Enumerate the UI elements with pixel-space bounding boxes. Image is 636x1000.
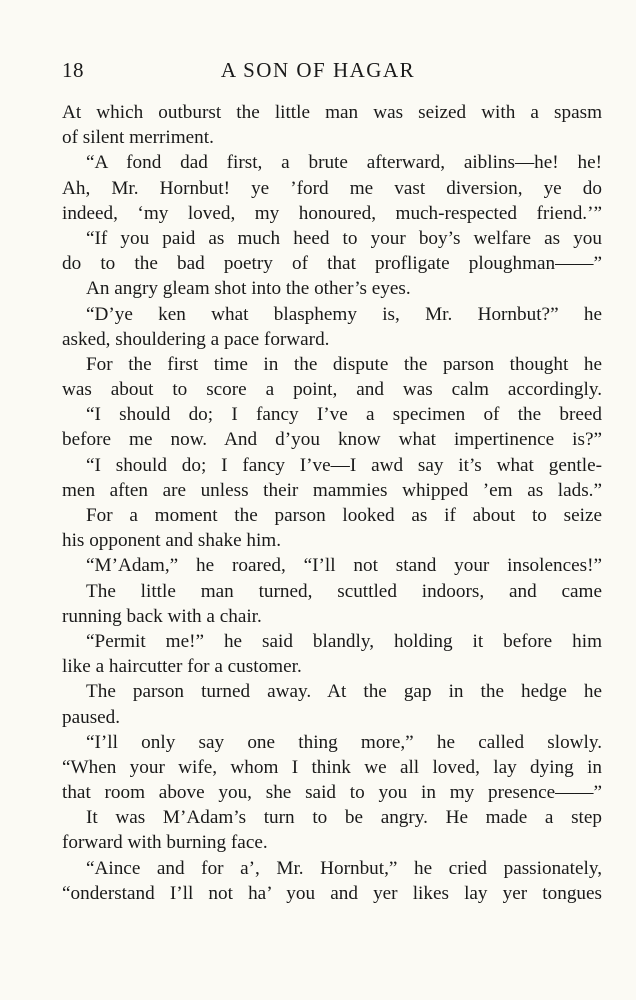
text-line: “D’ye ken what blasphemy is, Mr. Hornbut?” he <box>86 303 602 325</box>
text-line: “If you paid as much heed to your boy’s welfare as you <box>86 227 602 249</box>
body-text <box>62 100 602 906</box>
text-line: of silent merriment. <box>62 127 214 149</box>
running-head: A SON OF HAGAR <box>220 58 416 82</box>
text-line: “M’Adam,” he roared, “I’ll not stand your insolences!” <box>86 555 602 577</box>
text-line: “I should do; I fancy I’ve a specimen of the breed <box>86 404 602 426</box>
text-line: The parson turned away. At the gap in the hedge he <box>86 681 602 703</box>
text-line: men aften are unless their mammies whipped ’em as lads.” <box>62 479 602 501</box>
text-line: forward with burning face. <box>62 832 268 854</box>
text-line: For a moment the parson looked as if about to seize <box>86 505 602 526</box>
text-line: “A fond dad first, a brute afterward, aiblins—he! he! <box>86 152 602 174</box>
text-line: “When your wife, whom I think we all loved, lay dying in <box>62 756 602 778</box>
text-line: “Aince and for a’, Mr. Hornbut,” he cried passionately, <box>86 857 602 879</box>
text-line: indeed, ‘my loved, my honoured, much-respected friend.’” <box>62 202 602 224</box>
text-line: At which outburst the little man was seized with a spasm <box>62 102 602 123</box>
page-header <box>0 58 636 88</box>
text-line: his opponent and shake him. <box>62 530 282 552</box>
text-line: was about to score a point, and was calm accordingly. <box>62 379 602 401</box>
text-line: “I’ll only say one thing more,” he called slowly. <box>86 731 602 753</box>
text-line: running back with a chair. <box>62 605 262 627</box>
text-line: “I should do; I fancy I’ve—I awd say it’s what gentle- <box>86 454 602 476</box>
text-line: asked, shouldering a pace forward. <box>62 328 330 350</box>
page-number: 18 <box>62 58 84 82</box>
text-line: The little man turned, scuttled indoors, and came <box>86 580 602 602</box>
text-line: An angry gleam shot into the other’s eyes. <box>86 278 411 300</box>
text-line: For the first time in the dispute the parson thought he <box>86 353 602 375</box>
text-line: “onderstand I’ll not ha’ you and yer likes lay yer tongues <box>62 882 602 904</box>
text-line: Ah, Mr. Hornbut! ye ’ford me vast diversion, ye do <box>62 177 602 199</box>
text-line: “Permit me!” he said blandly, holding it before him <box>86 630 602 652</box>
text-line: do to the bad poetry of that profligate ploughman——” <box>62 253 602 275</box>
text-line: like a haircutter for a customer. <box>62 656 302 678</box>
text-line: It was M’Adam’s turn to be angry. He made a step <box>86 807 602 829</box>
text-line: that room above you, she said to you in my presence——” <box>62 782 602 804</box>
text-line: paused. <box>62 706 121 728</box>
text-line: before me now. And d’you know what impertinence is?” <box>62 429 602 451</box>
